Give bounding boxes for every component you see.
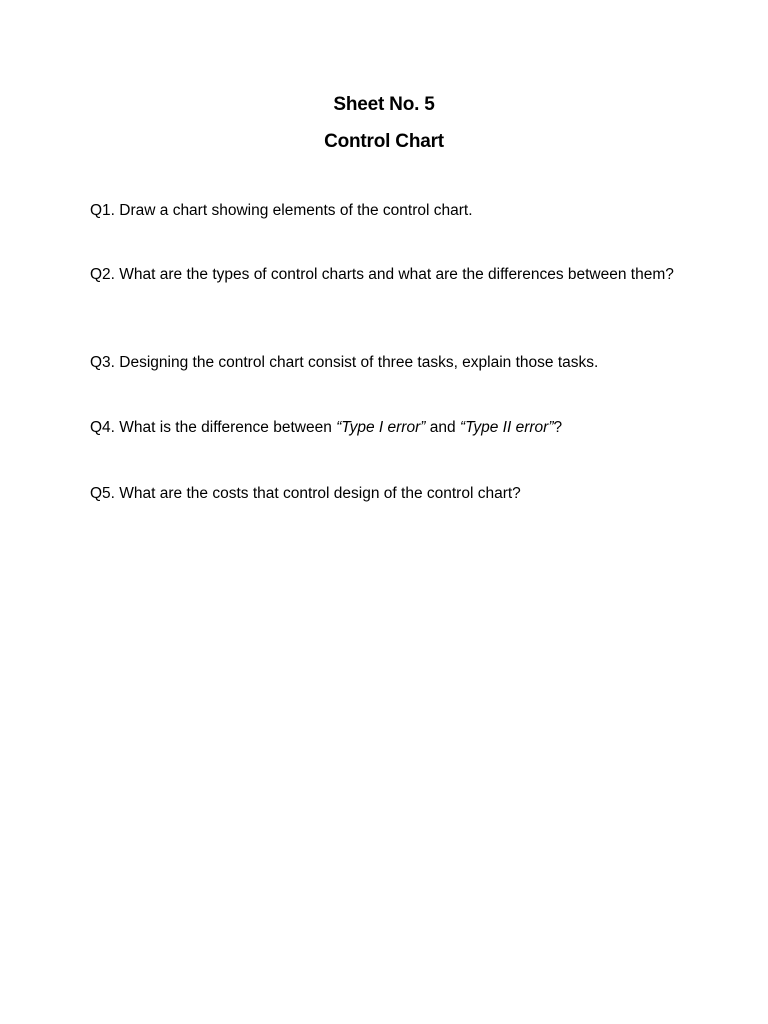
question-4-suffix: ? [553,419,563,436]
question-4 [90,416,677,439]
question-3: Q3. Designing the control chart consist of three tasks, explain those tasks. [90,354,599,371]
question-4-term-type-2: “Type II error” [459,419,554,436]
sheet-title: Control Chart [324,131,444,152]
question-4-middle: and [425,419,460,436]
question-4-prefix: Q4. What is the difference between [90,419,337,436]
question-4-term-type-1: “Type I error” [336,419,426,436]
sheet-number: Sheet No. 5 [333,94,435,115]
question-2: Q2. What are the types of control charts and what are the differences between them? [90,266,674,283]
question-5: Q5. What are the costs that control design of the control chart? [90,485,521,502]
question-1: Q1. Draw a chart showing elements of the control chart. [90,202,473,219]
